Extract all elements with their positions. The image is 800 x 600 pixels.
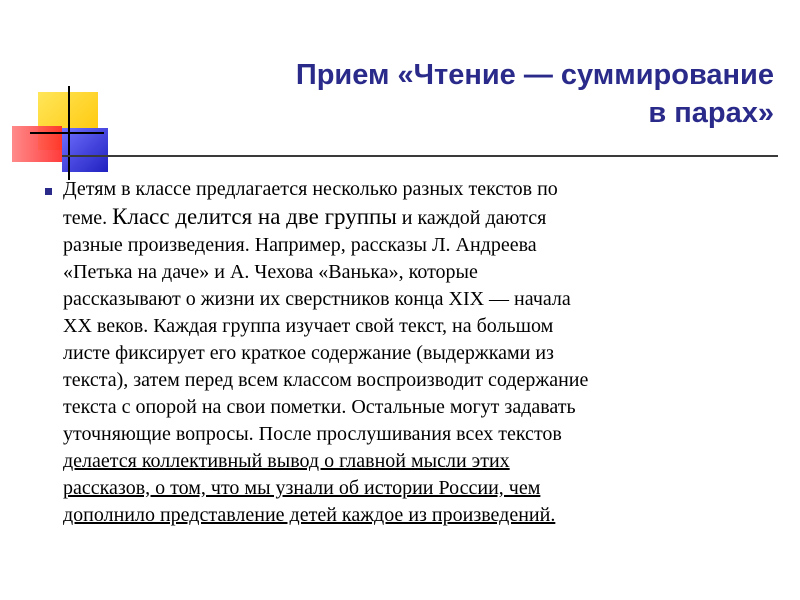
slide-title <box>154 56 774 132</box>
body-line: рассказывают о жизни их сверстников конца XIX — начала <box>63 288 571 310</box>
decorative-squares <box>0 0 120 190</box>
body-line <box>63 203 773 232</box>
body-line: листе фиксирует его краткое содержание (выдержками из <box>63 342 554 364</box>
body-line-part: теме. <box>63 207 113 229</box>
body-line-part: и каждой даются <box>396 207 547 229</box>
emphasized-text: Класс делится на две группы <box>112 204 397 229</box>
red-square <box>12 126 62 162</box>
body-line: Детям в классе предлагается несколько разных текстов по <box>63 178 558 200</box>
title-line-2: в парах» <box>648 97 774 129</box>
title-divider <box>62 155 778 157</box>
underlined-line: рассказов, о том, что мы узнали об истории России, чем <box>63 477 541 499</box>
bullet-marker <box>45 188 52 195</box>
body-line: разные произведения. Например, рассказы Л. Андреева <box>63 234 537 256</box>
body-line: XX веков. Каждая группа изучает свой текст, на большом <box>63 315 554 337</box>
body-line: текста с опорой на свои пометки. Остальные могут задавать <box>63 396 576 418</box>
body-line: уточняющие вопросы. После прослушивания всех текстов <box>63 423 562 445</box>
body-line: «Петька на даче» и А. Чехова «Ванька», которые <box>63 261 478 283</box>
body-text <box>63 176 773 529</box>
title-line-1: Прием «Чтение — суммирование <box>295 59 774 91</box>
body-line: текста), затем перед всем классом воспроизводит содержание <box>63 369 589 391</box>
underlined-line: дополнило представление детей каждое из произведений. <box>63 504 556 526</box>
underlined-line: делается коллективный вывод о главной мысли этих <box>63 450 510 472</box>
